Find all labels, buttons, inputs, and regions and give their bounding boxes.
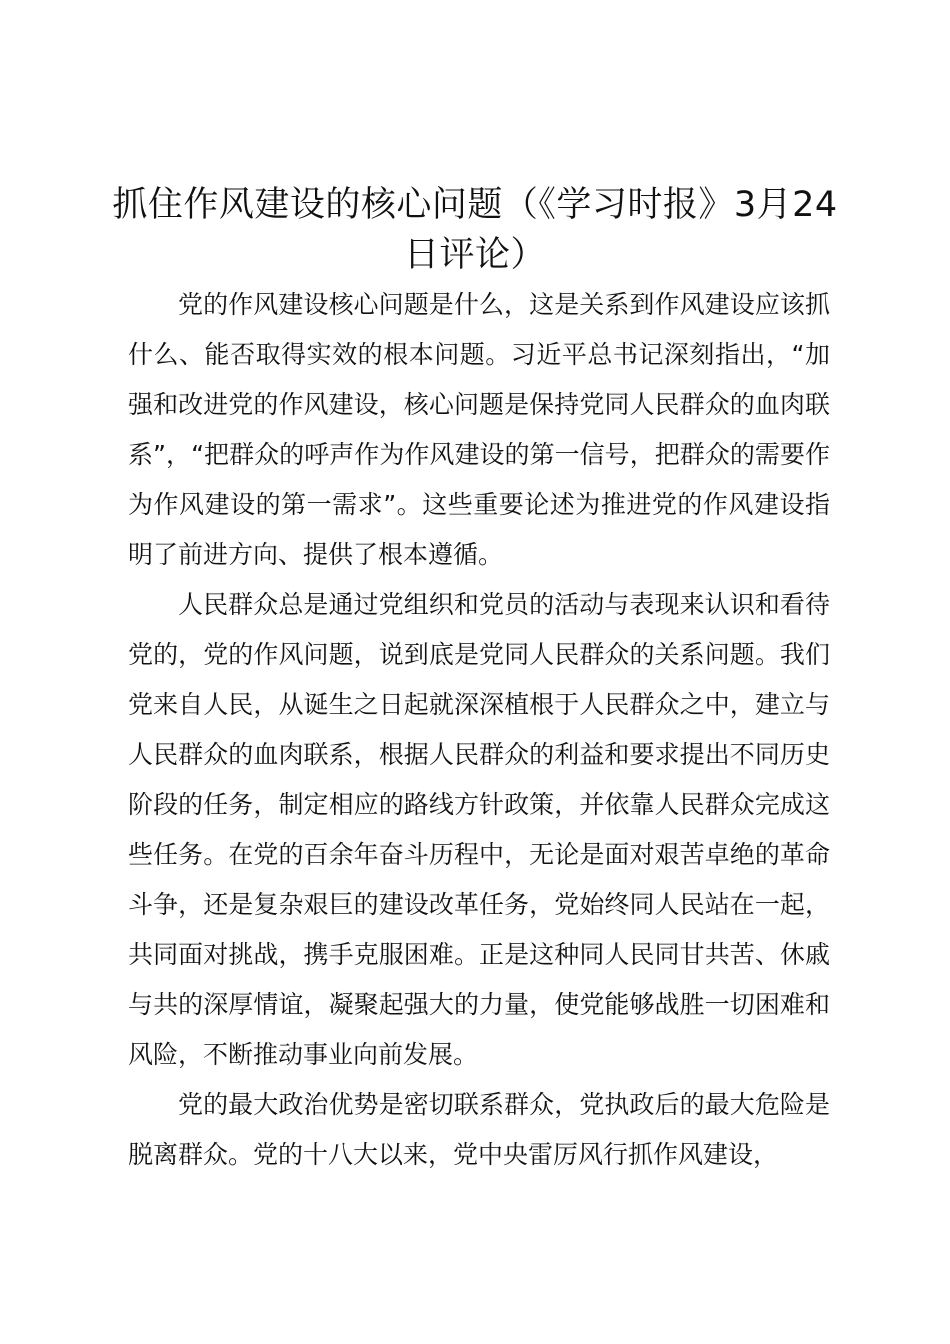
document-body xyxy=(128,280,830,1180)
paragraph-2: 人民群众总是通过党组织和党员的活动与表现来认识和看待党的，党的作风问题，说到底是党同人民群众的关系问题。我们党来自人民，从诞生之日起就深深植根于人民群众之中，建立与人民群众的血肉联系，根据人民群众的利益和要求提出不同历史阶段的任务，制定相应的路线方针政策，并依靠人民群众完成这些任务。在党的百余年奋斗历程中，无论是面对艰苦卓绝的革命斗争，还是复杂艰巨的建设改革任务，党始终同人民站在一起，共同面对挑战，携手克服困难。正是这种同人民同甘共苦、休戚与共的深厚情谊，凝聚起强大的力量，使党能够战胜一切困难和风险，不断推动事业向前发展。 xyxy=(128,590,830,1069)
document-title: 抓住作风建设的核心问题（《学习时报》3月24日评论） xyxy=(112,185,838,275)
paragraph-1: 党的作风建设核心问题是什么，这是关系到作风建设应该抓什么、能否取得实效的根本问题。习近平总书记深刻指出，“加强和改进党的作风建设，核心问题是保持党同人民群众的血肉联系”，“把群众的呼声作为作风建设的第一信号，把群众的需要作为作风建设的第一需求”。这些重要论述为推进党的作风建设指明了前进方向、提供了根本遵循。 xyxy=(128,290,830,569)
paragraph-3: 党的最大政治优势是密切联系群众，党执政后的最大危险是脱离群众。党的十八大以来，党中央雷厉风行抓作风建设， xyxy=(128,1090,830,1169)
